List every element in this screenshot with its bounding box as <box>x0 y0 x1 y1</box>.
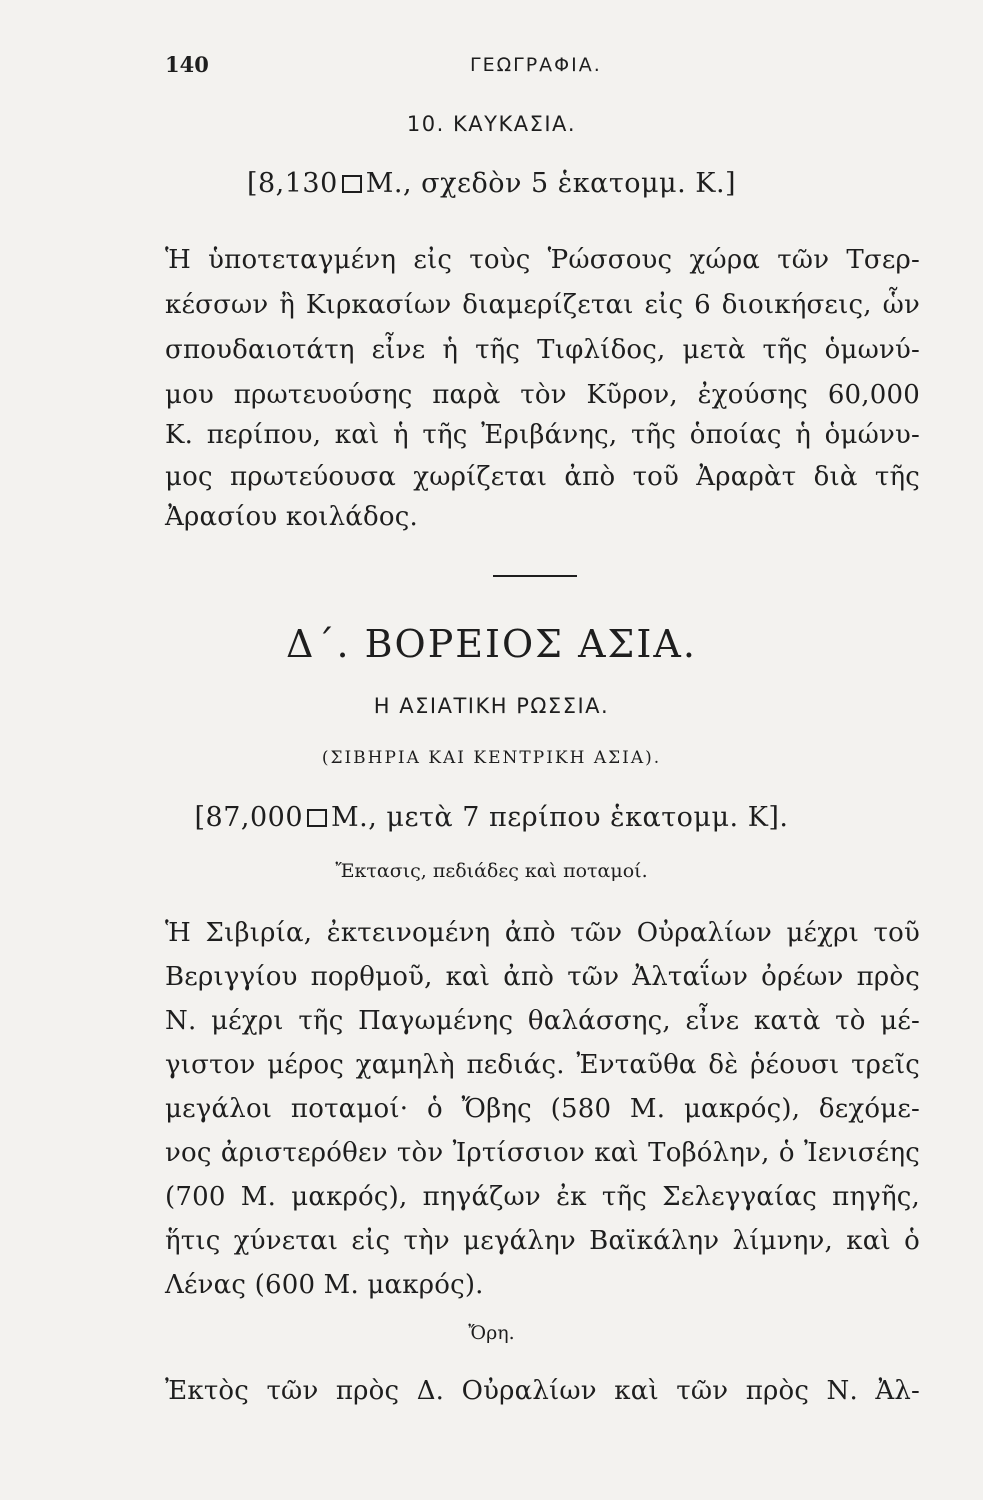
chapter-title: Δ΄. ΒΟΡΕΙΟΣ ΑΣΙΑ. <box>286 622 697 666</box>
running-title: ΓΕΩΓΡΑΦΙΑ. <box>470 54 602 76</box>
text-line: μος πρωτεύουσα χωρίζεται ἀπὸ τοῦ Ἀραρὰτ διὰ τῆς <box>165 462 920 492</box>
chapter-subsubtitle: (ΣΙΒΗΡΙΑ ΚΑΙ ΚΕΝΤΡΙΚΗ ΑΣΙΑ). <box>321 748 662 768</box>
text-line: (700 Μ. μακρός), πηγάζων ἐκ τῆς Σελεγγαίας πηγῆς, <box>165 1182 920 1212</box>
text-line: Ἡ ὑποτεταγμένη εἰς τοὺς Ῥώσσους χώρα τῶν Τσερ- <box>165 245 920 275</box>
running-head <box>0 52 983 82</box>
area-value: [87,000 <box>194 802 304 833</box>
page-number: 140 <box>165 52 209 77</box>
text-line: Λένας (600 Μ. μακρός). <box>165 1270 484 1300</box>
text-line: Κ. περίπου, καὶ ἡ τῆς Ἐριβάνης, τῆς ὁποίας ἡ ὁμώνυ- <box>165 420 920 450</box>
area-line-kaukasia <box>0 168 983 199</box>
chapter-subtitle: Η ΑΣΙΑΤΙΚΗ ΡΩΣΣΙΑ. <box>373 694 610 718</box>
side-heading-extent: Ἔκτασις, πεδιάδες καὶ ποταμοί. <box>335 860 648 882</box>
text-line: Βεριγγίου πορθμοῦ, καὶ ἀπὸ τῶν Ἀλταΐων ὀρέων πρὸς <box>165 962 920 992</box>
text-line: σπουδαιοτάτη εἶνε ἡ τῆς Τιφλίδος, μετὰ τῆς ὁμωνύ- <box>165 335 920 365</box>
text-line: γιστον μέρος χαμηλὴ πεδιάς. Ἐνταῦθα δὲ ῥέουσι τρεῖς <box>165 1050 920 1080</box>
text-line: Ἀρασίου κοιλάδος. <box>165 502 418 532</box>
area-line-russia <box>0 802 983 833</box>
square-mile-symbol-icon <box>342 175 362 193</box>
section-divider <box>493 575 577 577</box>
area-value: [8,130 <box>246 168 338 199</box>
square-mile-symbol-icon <box>307 809 327 827</box>
section-heading-kaukasia: 10. ΚΑΥΚΑΣΙΑ. <box>406 112 577 136</box>
area-description: Μ., σχεδὸν 5 ἑκατομμ. Κ.] <box>365 168 737 199</box>
text-line: Ν. μέχρι τῆς Παγωμένης θαλάσσης, εἶνε κατὰ τὸ μέ- <box>165 1006 920 1036</box>
text-line: Ἡ Σιβιρία, ἐκτεινομένη ἀπὸ τῶν Οὐραλίων μέχρι τοῦ <box>165 918 920 948</box>
text-line: ἥτις χύνεται εἰς τὴν μεγάλην Βαϊκάλην λίμνην, καὶ ὁ <box>165 1226 920 1256</box>
text-line: μου πρωτευούσης παρὰ τὸν Κῦρον, ἐχούσης 60,000 <box>165 380 920 410</box>
text-line: μεγάλοι ποταμοί· ὁ Ὄβης (580 Μ. μακρός), δεχόμε- <box>165 1094 920 1124</box>
text-line: κέσσων ἢ Κιρκασίων διαμερίζεται εἰς 6 διοικήσεις, ὧν <box>165 290 920 320</box>
text-line: Ἐκτὸς τῶν πρὸς Δ. Οὐραλίων καὶ τῶν πρὸς Ν. Ἀλ- <box>165 1376 920 1406</box>
side-heading-mountains: Ὄρη. <box>468 1322 515 1344</box>
area-description: Μ., μετὰ 7 περίπου ἑκατομμ. Κ]. <box>331 802 789 833</box>
text-line: νος ἀριστερόθεν τὸν Ἰρτίσσιον καὶ Τοβόλην, ὁ Ἰενισέης <box>165 1138 920 1168</box>
